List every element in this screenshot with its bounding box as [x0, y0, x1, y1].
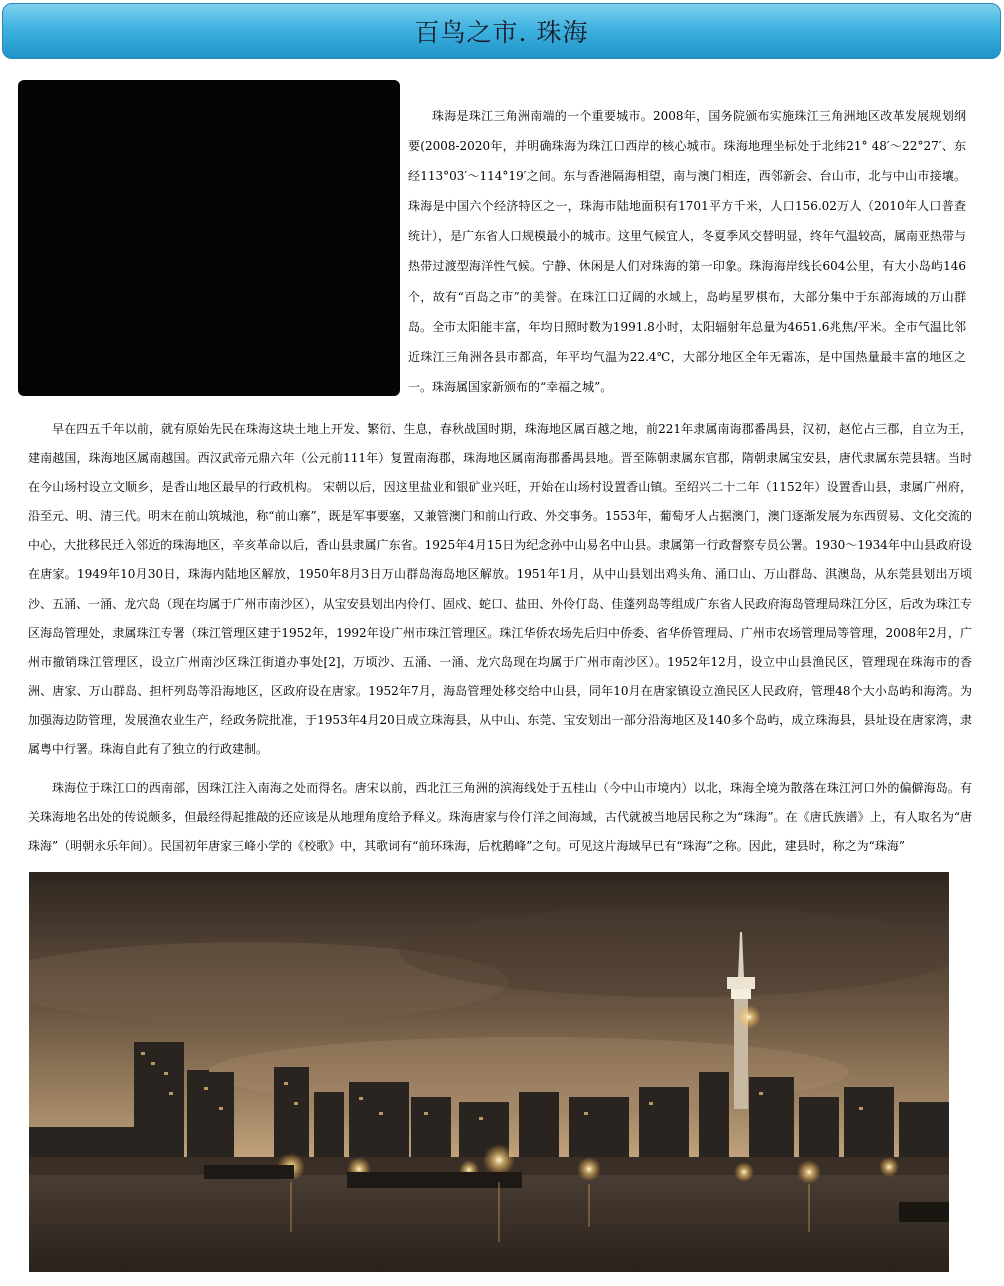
name-origin-paragraph: 珠海位于珠江口的西南部，因珠江注入南海之处而得名。唐宋以前，西北江三角洲的滨海线处于五桂山（今中山市境内）以北，珠海全境为散落在珠江河口外的偏僻海岛。有关珠海地名出处的传说颇多，但最经得起推敲的还应该是从地理角度给予释义。珠海唐家与伶仃洋之间海域，古代就被当地居民称之为“珠海”。在《唐氏族谱》上，有人取名为“唐珠海”（明朝永乐年间）。民国初年唐家三峰小学的《校歌》中，其歌词有“前环珠海，后枕鹅峰”之句。可见这片海域早已有“珠海”之称。因此，建县时，称之为“珠海” [28, 781, 972, 854]
city-skyline-illustration [29, 872, 949, 1272]
page-title: 百鸟之市. 珠海 [414, 18, 589, 47]
page-title-bar [2, 3, 1001, 59]
intro-image [18, 80, 400, 396]
city-skyline-photo [29, 872, 949, 1272]
intro-paragraph: 珠海是珠江三角洲南端的一个重要城市。2008年，国务院颁布实施珠江三角洲地区改革发展规划纲要(2008-2020年，并明确珠海为珠江口西岸的核心城市。珠海地理坐标处于北纬21° 48′～22°27′、东经113°03′～114°19′之间。东与香港隔海相望，南与澳门相连，西邻新会、台山市，北与中山市接壤。珠海是中国六个经济特区之一，珠海市陆地面积有1701平方千米，人口156.02万人（2010年人口普查统计），是广东省人口规模最小的城市。这里气候宜人，冬夏季风交替明显，终年气温较高，属南亚热带与热带过渡型海洋性气候。宁静、休闲是人们对珠海的第一印象。珠海海岸线长604公里，有大小岛屿146个，故有“百岛之市”的美誉。在珠江口辽阔的水域上，岛屿星罗棋布，大部分集中于东部海域的万山群岛。全市太阳能丰富，年均日照时数为1991.8小时，太阳辐射年总量为4651.6兆焦/平米。全市气温比邻近珠江三角洲各县市都高，年平均气温为22.4℃，大部分地区全年无霜冻，是中国热量最丰富的地区之一。珠海属国家新颁布的“幸福之城”。 [408, 109, 967, 394]
history-paragraph: 早在四五千年以前，就有原始先民在珠海这块土地上开发、繁衍、生息，春秋战国时期，珠海地区属百越之地，前221年隶属南诲郡番禺县，汉初，赵佗占三郡，自立为王，建南越国，珠海地区属南越国。西汉武帝元鼎六年（公元前111年）复置南海郡，珠海地区属南海郡番禺县地。晋至陈朝隶属东官郡，隋朝隶属宝安县，唐代隶属东莞县辖。当时在今山场村设立文顺乡，是香山地区最早的行政机构。 宋朝以后，因这里盐业和银矿业兴旺，开始在山场村设置香山镇。至绍兴二十二年（1152年）设置香山县，隶属广州府，沿至元、明、清三代。明末在前山筑城池，称“前山寨”，既是军事要塞，又兼管澳门和前山行政、外交事务。1553年，葡萄牙人占据澳门，澳门逐渐发展为东西贸易、文化交流的中心，大批移民迁入邻近的珠海地区，辛亥革命以后，香山县隶属广东省。1925年4月15日为纪念孙中山易名中山县。隶属第一行政督察专员公署。1930～1934年中山县政府设在唐家。1949年10月30日，珠海内陆地区解放，1950年8月3日万山群岛海岛地区解放。1951年1月，从中山县划出鸡头角、涌口山、万山群岛、淇澳岛，从东莞县划出万顷沙、五涌、一涌、龙穴岛（现在均属于广州市南沙区），从宝安县划出内伶仃、固戍、蛇口、盐田、外伶仃岛、佳蓬列岛等组成广东省人民政府海岛管理局珠江分区，后改为珠江专区海岛管理处，隶属珠江专署（珠江管理区建于1952年，1992年设广州市珠江管理区。珠江华侨农场先后归中侨委、省华侨管理局、广州市农场管理局等管理，2008年2月，广州市撤销珠江管理区，设立广州南沙区珠江街道办事处[2]，万顷沙、五涌、一涌、龙穴岛现在均属于广州市南沙区）。1952年12月，设立中山县渔民区，管理现在珠海市的香洲、唐家、万山群岛、担杆列岛等沿海地区，区政府设在唐家。1952年7月，海岛管理处移交给中山县，同年10月在唐家镇设立渔民区人民政府，管理48个大小岛屿和海湾。为加强海边防管理，发展渔农业生产，经政务院批准，于1953年4月20日成立珠海县，从中山、东莞、宝安划出一部分沿海地区及140多个岛屿，成立珠海县，县址设在唐家湾，隶属粤中行署。珠海自此有了独立的行政建制。 [28, 422, 972, 757]
